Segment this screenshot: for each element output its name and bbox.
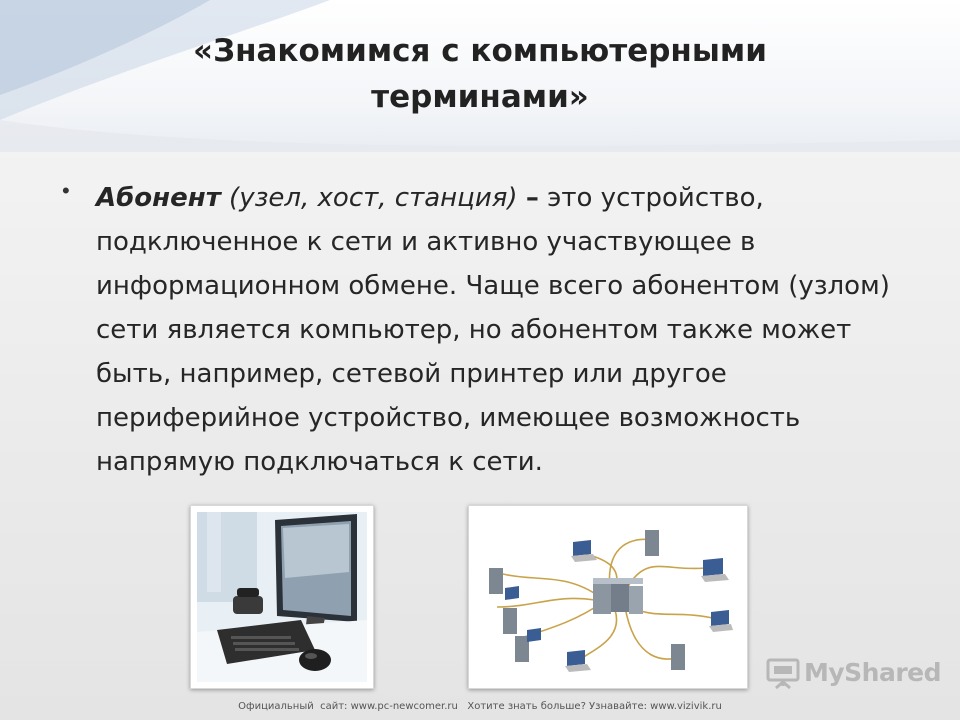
slide-title [0,28,960,120]
title-line-1: «Знакомимся с компьютерными [193,33,767,69]
term-text: Абонент [96,183,221,213]
network-photo [468,505,748,689]
bullet-marker: • [62,178,70,203]
synonyms-text: (узел, хост, станция) [220,183,526,213]
computer-workstation-icon [197,512,367,682]
footer-text: Официальный сайт: www.pc-newcomer.ru Хотите знать больше? Узнавайте: www.vizivik.ru [238,701,722,712]
title-line-2: терминами» [371,79,589,115]
slide-body [62,176,922,484]
definition-paragraph [96,176,922,484]
myshared-watermark [766,654,946,694]
definition-text: это устройство, подключенное к сети и активно участвующее в информационном обмене. Чаще всего абонентом (узлом) сети является компьютер, но абонентом также может быть, например, сетевой принтер или другое периферийное устройство, имеющее возможность напрямую подключаться к сети. [96,183,890,477]
presentation-board-icon [766,656,800,690]
network-diagram-icon [475,512,741,682]
dash-text: – [525,183,539,213]
watermark-text: MyShared [804,658,942,687]
computer-photo [190,505,374,689]
